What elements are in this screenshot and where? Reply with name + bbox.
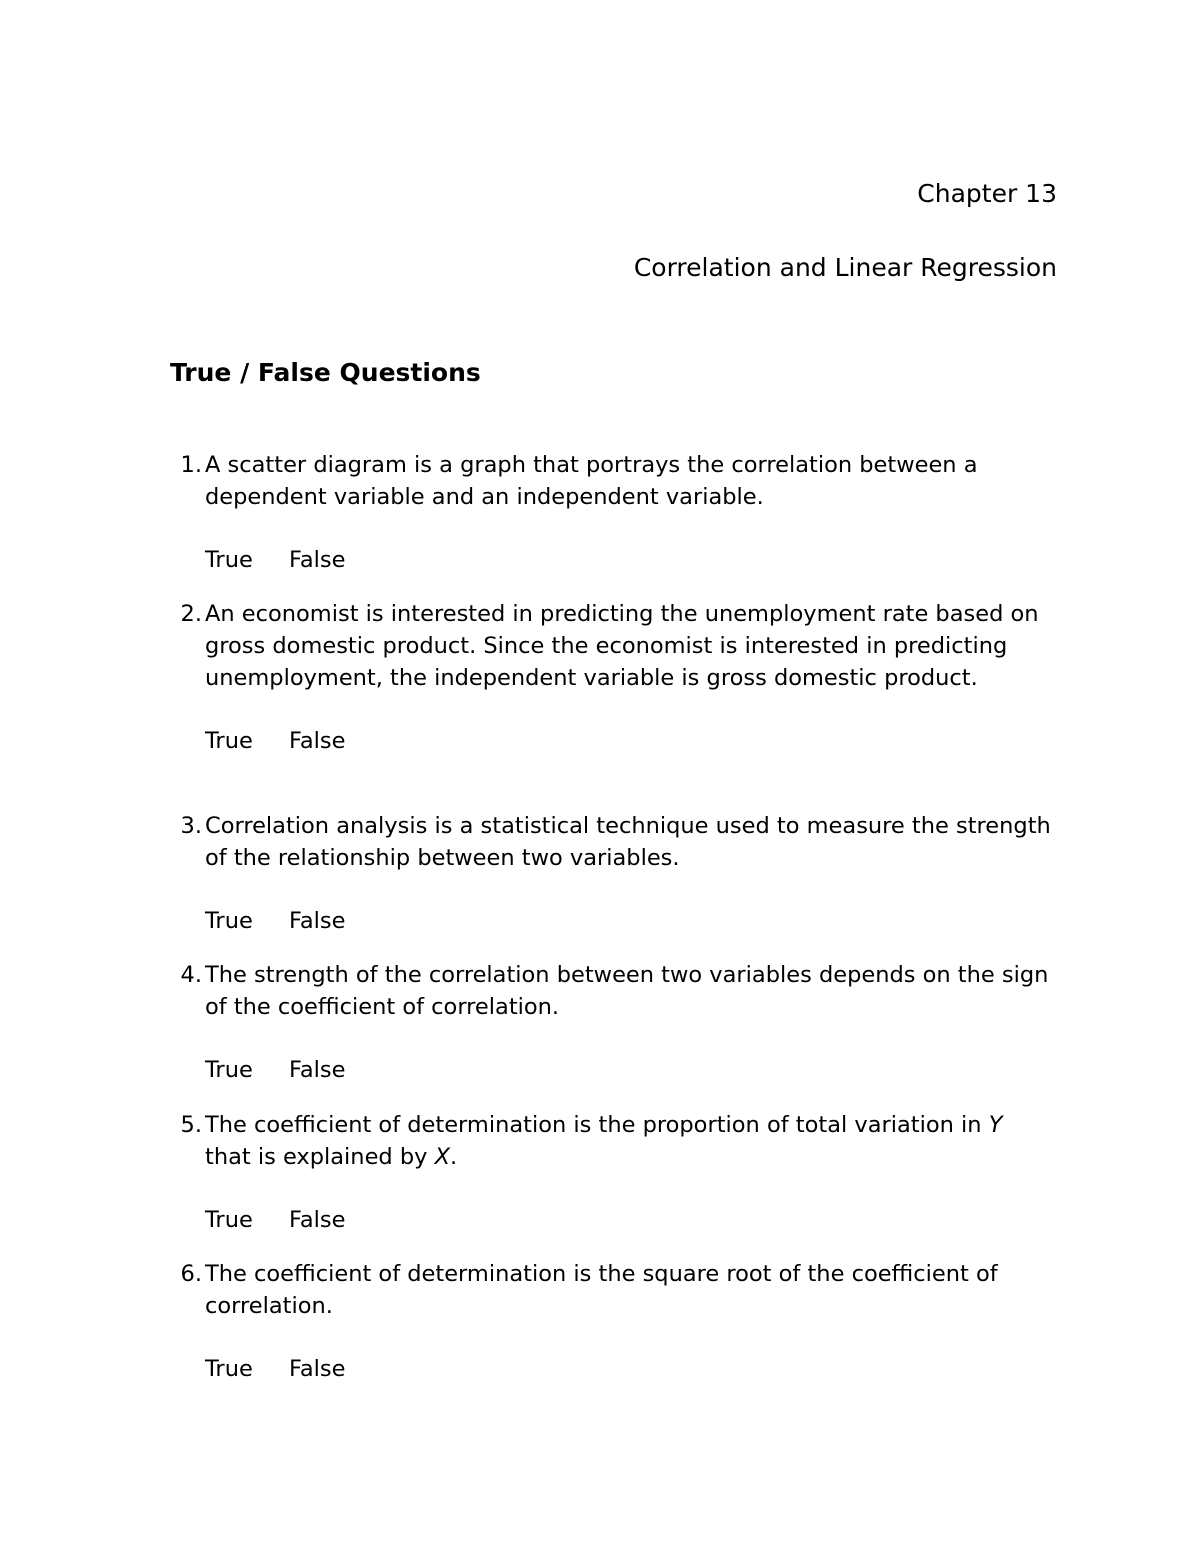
variable-y: Y [988,1112,1003,1138]
question-text-part: . [450,1144,458,1170]
answer-false: False [289,1207,346,1233]
answer-false: False [289,1356,346,1382]
question-text [205,959,1055,1023]
question-number: 1. [180,452,202,478]
question-item [160,449,1060,576]
question-text-part: that is explained by [205,1144,435,1170]
question-text [205,1258,1055,1322]
answer-options [205,725,1060,757]
answer-options [205,905,1060,937]
question-text [205,449,1055,513]
chapter-title: Correlation and Linear Regression [633,253,1057,282]
variable-x: X [434,1144,451,1170]
question-text [205,1109,1055,1173]
answer-true: True [205,1356,253,1382]
answer-true: True [205,728,253,754]
question-item [160,959,1060,1086]
question-text [205,810,1055,874]
answer-options [205,1353,1060,1385]
answer-true: True [205,908,253,934]
question-item [160,1109,1060,1236]
question-text [205,598,1055,694]
question-text-part: The coefficient of determination is the proportion of total variation in [205,1112,989,1138]
question-number: 2. [180,601,202,627]
answer-options [205,544,1060,576]
question-item [160,810,1060,937]
answer-false: False [289,728,346,754]
question-text-part: The coefficient of determination is the square root of the coefficient of correlation. [205,1261,998,1319]
answer-false: False [289,908,346,934]
question-text-part: A scatter diagram is a graph that portrays the correlation between a dependent variable and an independent variable. [205,452,978,510]
question-number: 4. [180,962,202,988]
chapter-label: Chapter 13 [917,179,1057,208]
answer-true: True [205,1057,253,1083]
answer-options [205,1054,1060,1086]
question-number: 5. [180,1112,202,1138]
answer-false: False [289,1057,346,1083]
answer-true: True [205,547,253,573]
question-text-part: An economist is interested in predicting the unemployment rate based on gross domestic product. Since the economist is interested in predicting unemployment, the independent variable is gross domestic product. [205,601,1039,691]
answer-false: False [289,547,346,573]
question-text-part: The strength of the correlation between two variables depends on the sign of the coefficient of correlation. [205,962,1049,1020]
answer-options [205,1204,1060,1236]
question-item [160,598,1060,757]
question-number: 6. [180,1261,202,1287]
question-item [160,1258,1060,1385]
answer-true: True [205,1207,253,1233]
section-heading: True / False Questions [170,358,481,387]
question-text-part: Correlation analysis is a statistical technique used to measure the strength of the relationship between two variables. [205,813,1051,871]
question-number: 3. [180,813,202,839]
